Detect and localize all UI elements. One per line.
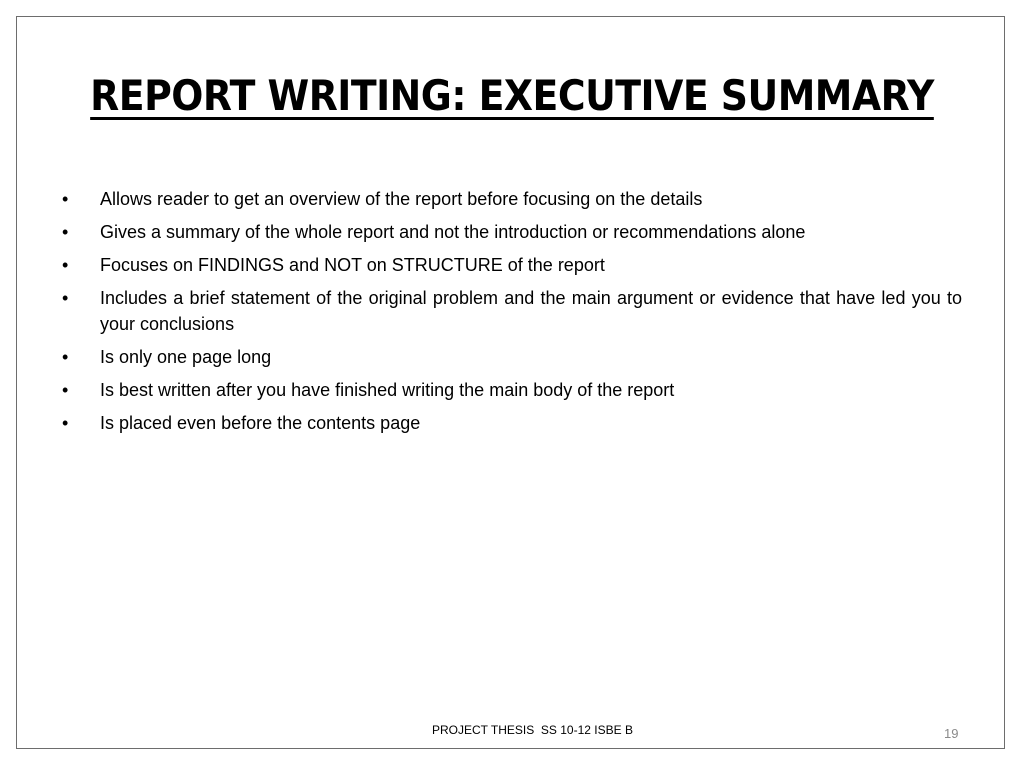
- slide-title-text: REPORT WRITING: EXECUTIVE SUMMARY: [90, 71, 934, 120]
- bullet-icon: •: [62, 288, 69, 308]
- bullet-list: [62, 186, 962, 443]
- bullet-icon: •: [62, 380, 69, 400]
- bullet-text: Allows reader to get an overview of the report before focusing on the details: [100, 189, 703, 209]
- bullet-icon: •: [62, 222, 69, 242]
- bullet-text: Is placed even before the contents page: [100, 413, 421, 433]
- list-item: [62, 252, 962, 278]
- list-item: [62, 219, 962, 245]
- list-item: [62, 377, 962, 403]
- bullet-text: Gives a summary of the whole report and not the introduction or recommendations alone: [100, 222, 806, 242]
- slide-footer: PROJECT THESIS SS 10-12 ISBE B: [432, 723, 633, 737]
- list-item: [62, 285, 962, 337]
- list-item: [62, 186, 962, 212]
- bullet-icon: •: [62, 189, 69, 209]
- bullet-text: Is best written after you have finished writing the main body of the report: [100, 380, 675, 400]
- bullet-icon: •: [62, 255, 69, 275]
- list-item: [62, 410, 962, 436]
- list-item: [62, 344, 962, 370]
- bullet-text: Includes a brief statement of the original problem and the main argument or evidence that have led you to your conclusions: [100, 288, 962, 334]
- bullet-icon: •: [62, 347, 69, 367]
- bullet-text: Is only one page long: [100, 347, 272, 367]
- slide-title: [0, 70, 1024, 122]
- page-number: 19: [944, 726, 959, 741]
- bullet-text: Focuses on FINDINGS and NOT on STRUCTURE of the report: [100, 255, 605, 275]
- bullet-icon: •: [62, 413, 69, 433]
